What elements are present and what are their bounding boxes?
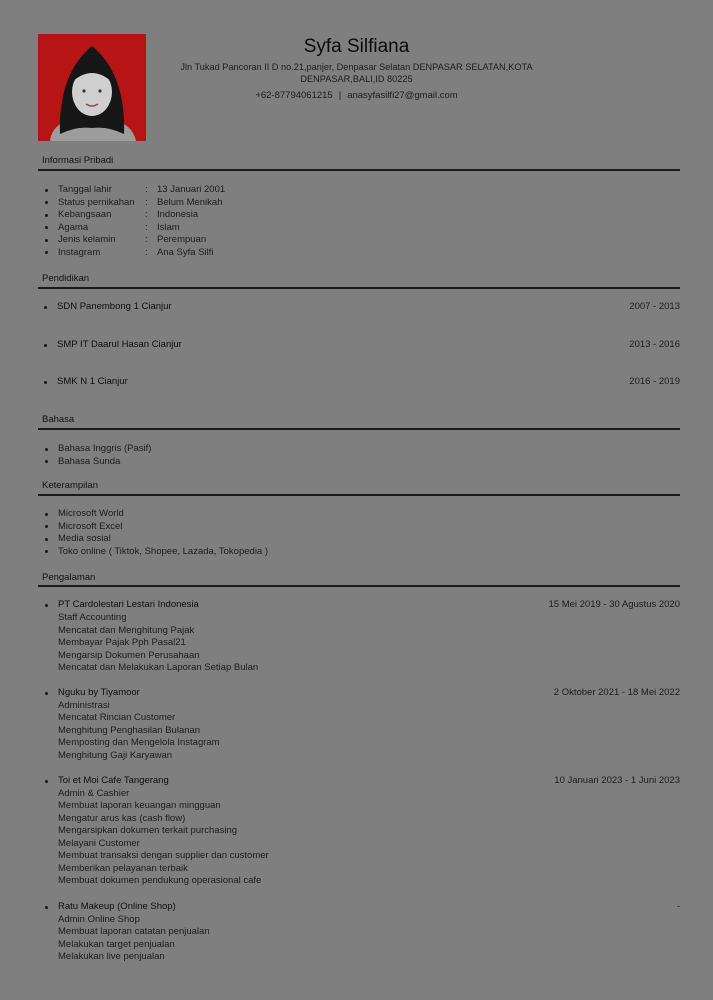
job-duty: Melayani Customer (58, 837, 140, 849)
email-address: anasyfasilfi27@gmail.com (347, 90, 458, 101)
personal-value: Indonesia (157, 209, 199, 220)
person-portrait-icon (38, 34, 146, 141)
profile-photo (38, 34, 146, 141)
skill-item: Microsoft World (58, 508, 124, 519)
section-divider (38, 494, 680, 496)
job-duty: Mengarsipkan dokumen terkait purchasing (58, 825, 238, 836)
job-role: Administrasi (58, 699, 110, 711)
job-duty: Memposting dan Mengelola Instagram (58, 737, 220, 748)
personal-colon: : (145, 234, 148, 245)
job-role: Admin & Cashier (58, 787, 130, 799)
job-duty: Mencatat dan Melakukan Laporan Setiap Bulan (58, 662, 259, 673)
school-years: 2016 - 2019 (629, 376, 680, 387)
candidate-name: Syfa Silfiana (303, 36, 410, 57)
job-dates: - (676, 901, 680, 912)
job-dates: 10 Januari 2023 - 1 Juni 2023 (554, 775, 680, 786)
job-company: PT Cardolestari Lestari Indonesia (58, 599, 199, 610)
personal-colon: : (145, 209, 148, 220)
job-duty: Mengatur arus kas (cash flow) (58, 812, 186, 824)
personal-colon: : (145, 246, 148, 258)
job-duty: Mencatat dan Menghitung Pajak (58, 624, 195, 636)
personal-label: Jenis kelamin (58, 234, 116, 245)
section-divider (38, 287, 680, 289)
personal-value: Islam (157, 221, 180, 233)
contact-line (168, 90, 545, 102)
job-duty: Menghitung Penghasilan Bulanan (58, 724, 201, 736)
section-divider (38, 585, 680, 587)
school-years: 2007 - 2013 (629, 301, 680, 312)
personal-label: Status pernikahan (58, 196, 135, 208)
job-duty: Melakukan live penjualan (58, 951, 165, 962)
language-item: Bahasa Inggris (Pasif) (58, 443, 152, 454)
job-duty: Membuat transaksi dengan supplier dan customer (58, 850, 269, 861)
job-role: Admin Online Shop (58, 913, 140, 925)
job-duty: Membayar Pajak Pph Pasal21 (58, 637, 186, 648)
job-duty: Memberikan pelayanan terbaik (58, 862, 188, 874)
skill-item: Media sosial (58, 533, 111, 544)
job-dates: 2 Oktober 2021 - 18 Mei 2022 (553, 687, 680, 698)
job-dates: 15 Mei 2019 - 30 Agustus 2020 (548, 599, 680, 610)
job-duty: Mengarsip Dokumen Perusahaan (58, 649, 200, 661)
job-duty: Membuat laporan catatan penjualan (58, 926, 210, 937)
personal-label: Agama (58, 221, 89, 233)
job-company: Toi et Moi Cafe Tangerang (58, 775, 169, 786)
job-duty: Mencatat Rincian Customer (58, 712, 176, 723)
school-years: 2013 - 2016 (629, 339, 680, 350)
personal-colon: : (145, 221, 148, 233)
personal-label: Tanggal lahir (58, 184, 112, 195)
personal-label: Instagram (58, 246, 101, 258)
school-name: SMP IT Daarul Hasan Cianjur (57, 339, 182, 350)
address-line-2: DENPASAR,BALI,ID 80225 (300, 74, 413, 84)
section-divider (38, 169, 680, 171)
personal-colon: : (145, 196, 148, 208)
skill-item: Microsoft Excel (58, 520, 123, 532)
address-line-1: Jln Tukad Pancoran II D no.21,panjer, Denpasar Selatan DENPASAR SELATAN,KOTA (180, 62, 533, 72)
personal-value: Perempuan (157, 234, 207, 245)
section-title-experience: Pengalaman (42, 572, 96, 583)
personal-value: Ana Syfa Silfi (157, 246, 214, 258)
job-role: Staff Accounting (58, 612, 127, 623)
personal-colon: : (145, 184, 148, 195)
job-duty: Melakukan target penjualan (58, 938, 175, 950)
section-title-education: Pendidikan (42, 273, 90, 284)
section-title-personal: Informasi Pribadi (42, 155, 114, 166)
job-duty: Membuat dokumen pendukung operasional cafe (58, 875, 262, 886)
address (168, 61, 545, 85)
contact-separator: | (338, 90, 342, 101)
personal-label: Kebangsaan (58, 209, 112, 220)
section-title-languages: Bahasa (42, 414, 75, 425)
skill-item: Toko online ( Tiktok, Shopee, Lazada, Tokopedia ) (58, 545, 269, 557)
school-name: SDN Panembong 1 Cianjur (57, 301, 172, 312)
personal-value: Belum Menikah (157, 196, 223, 208)
section-title-skills: Keterampilan (42, 480, 98, 491)
job-company: Nguku by Tiyamoor (58, 687, 140, 698)
job-duty: Membuat laporan keuangan mingguan (58, 800, 221, 811)
school-name: SMK N 1 Cianjur (57, 376, 128, 387)
job-duty: Menghitung Gaji Karyawan (58, 749, 173, 761)
section-divider (38, 428, 680, 430)
phone-number: +62-87794061215 (255, 90, 333, 101)
job-company: Ratu Makeup (Online Shop) (58, 901, 176, 912)
personal-value: 13 Januari 2001 (157, 184, 226, 195)
language-item: Bahasa Sunda (58, 455, 121, 467)
